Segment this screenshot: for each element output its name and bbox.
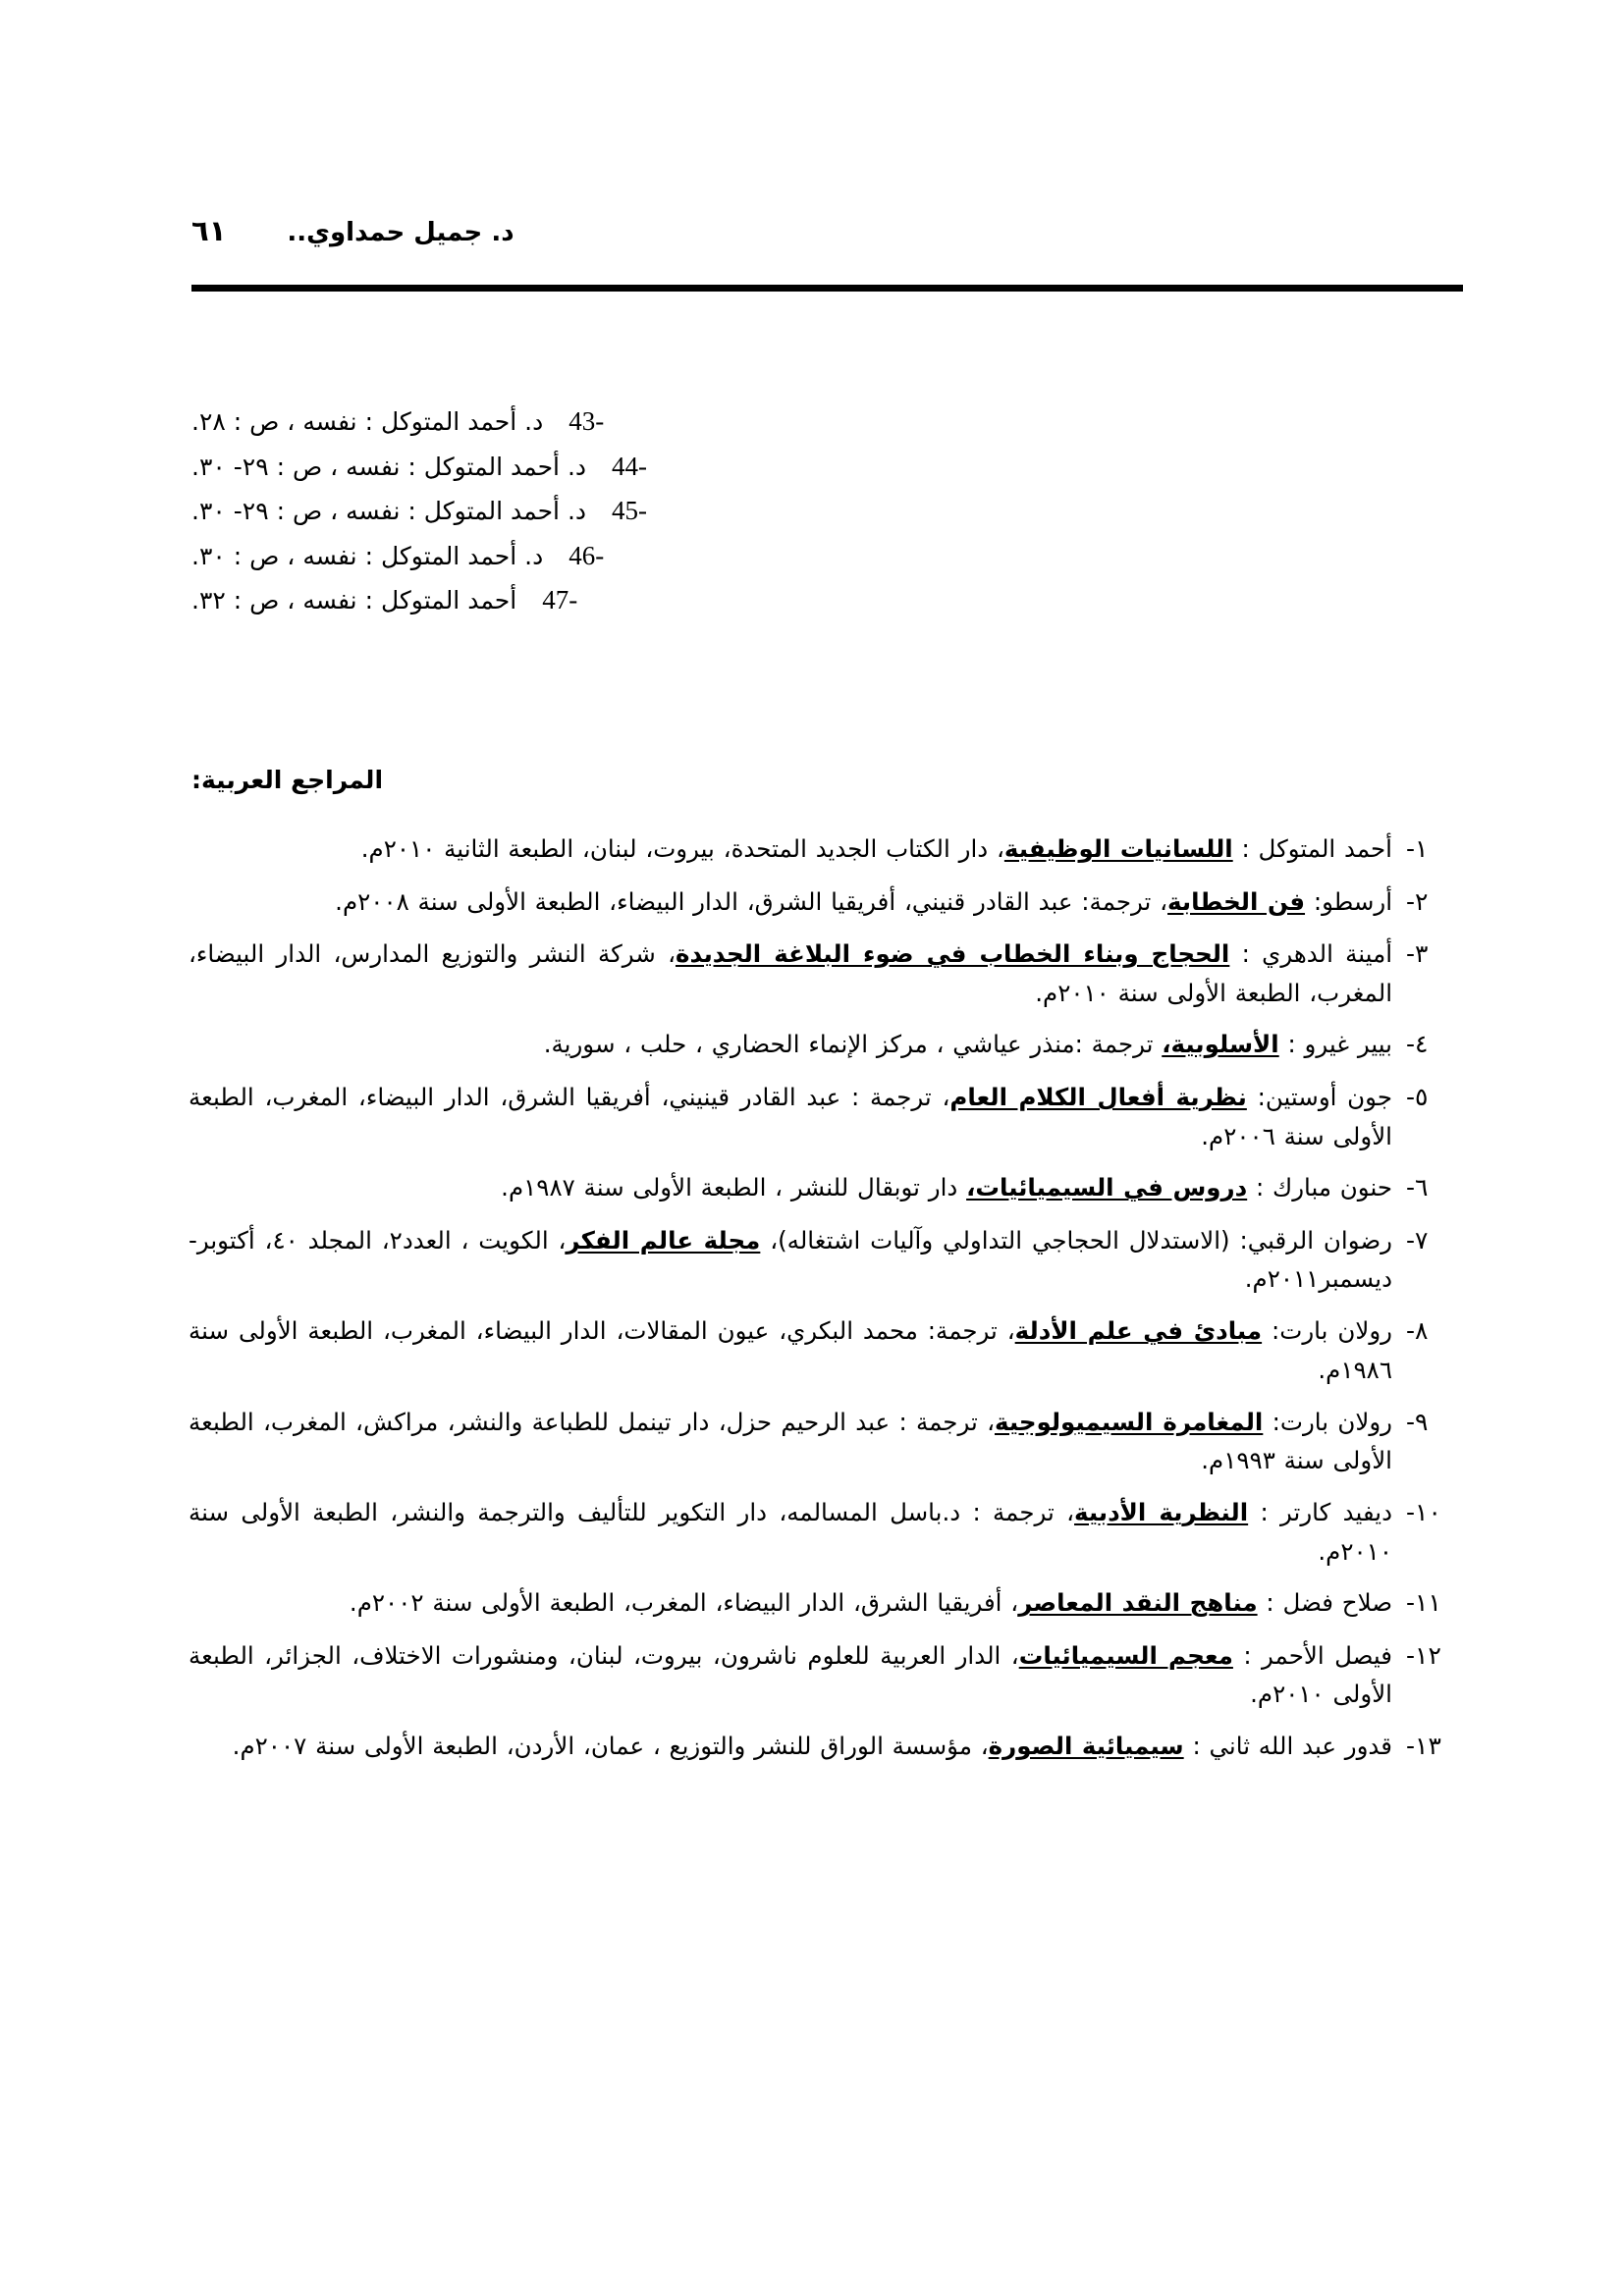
endnote-text: د. أحمد المتوكل : نفسه ، ص : ٢٩- ٣٠. — [191, 452, 587, 481]
reference-entry — [167, 1311, 1463, 1389]
reference-author: رضوان الرقبي: (الاستدلال الحجاجي التداولي وآليات اشتغاله)، — [760, 1225, 1392, 1255]
reference-author: بيير غيرو : — [1278, 1030, 1392, 1059]
endnote-item — [191, 404, 1458, 439]
reference-entry — [167, 1168, 1463, 1208]
references-heading-text: المراجع العربية: — [191, 766, 384, 794]
reference-author: ديفيد كارتر : — [1248, 1497, 1392, 1526]
references-list — [167, 829, 1463, 1780]
endnote-item — [191, 494, 1458, 528]
reference-text — [167, 882, 1406, 922]
reference-publication-info: ، شركة النشر والتوزيع المدارس، الدار البيضاء، المغرب، الطبعة الأولى سنة ٢٠١٠م. — [189, 939, 1392, 1007]
reference-text — [167, 829, 1406, 869]
reference-marker: ٢- — [1406, 886, 1429, 916]
reference-text — [167, 1583, 1406, 1623]
endnote-number: 43- — [568, 406, 605, 436]
reference-publication-info: ، مؤسسة الوراق للنشر والتوزيع ، عمان، الأردن، الطبعة الأولى سنة ٢٠٠٧م. — [232, 1732, 989, 1761]
header-divider-rule — [191, 285, 1463, 292]
reference-text — [167, 1636, 1406, 1714]
reference-publication-info: ، دار الكتاب الجديد المتحدة، بيروت، لبنان، الطبعة الثانية ٢٠١٠م. — [360, 834, 1004, 863]
reference-author: أحمد المتوكل : — [1232, 834, 1392, 863]
reference-title: الأسلوبية، — [1162, 1030, 1279, 1059]
reference-author: حنون مبارك : — [1247, 1173, 1392, 1202]
reference-author: أرسطو: — [1305, 886, 1392, 916]
reference-title: مناهج النقد المعاصر — [1018, 1588, 1258, 1618]
endnote-text: أحمد المتوكل : نفسه ، ص : ٣٢. — [191, 586, 517, 615]
reference-text — [167, 1221, 1406, 1299]
reference-entry — [167, 1403, 1463, 1480]
reference-author: فيصل الأحمر : — [1232, 1640, 1392, 1670]
reference-text — [167, 1727, 1406, 1766]
reference-entry — [167, 1025, 1463, 1065]
reference-marker: ٩- — [1406, 1407, 1429, 1436]
reference-publication-info: ترجمة :منذر عياشي ، مركز الإنماء الحضاري ، حلب ، سورية. — [543, 1030, 1163, 1059]
reference-title: نظرية أفعال الكلام العام — [949, 1082, 1247, 1111]
reference-text — [167, 1403, 1406, 1480]
endnote-text: د. أحمد المتوكل : نفسه ، ص : ٣٠. — [191, 541, 544, 570]
reference-title: معجم السيميائيات — [1018, 1640, 1233, 1670]
reference-entry — [167, 1727, 1463, 1767]
header-author-name: د. جميل حمداوي.. — [287, 218, 514, 247]
reference-title: مبادئ في علم الأدلة — [1014, 1316, 1263, 1346]
reference-marker: ٧- — [1406, 1225, 1429, 1255]
reference-publication-info: ، ترجمة : عبد الرحيم حزل، دار تينمل للطباعة والنشر، مراكش، المغرب، الطبعة الأولى سنة ١٩٩٣م. — [189, 1407, 1392, 1475]
reference-entry — [167, 882, 1463, 923]
reference-marker: ١٢- — [1406, 1640, 1441, 1670]
endnote-item — [191, 450, 1458, 484]
reference-text — [167, 934, 1406, 1012]
reference-author: أمينة الدهري : — [1229, 939, 1393, 968]
reference-marker: ١٣- — [1406, 1732, 1441, 1761]
endnote-number: 47- — [542, 585, 578, 615]
reference-title: فن الخطابة — [1167, 886, 1306, 916]
endnote-text: د. أحمد المتوكل : نفسه ، ص : ٢٨. — [191, 407, 544, 436]
endnote-item — [191, 583, 1458, 617]
reference-entry — [167, 1221, 1463, 1299]
reference-text — [167, 1025, 1406, 1064]
reference-entry — [167, 934, 1463, 1012]
reference-title: مجلة عالم الفكر — [566, 1225, 761, 1255]
reference-author: رولان بارت: — [1262, 1316, 1393, 1346]
reference-title: سيميائية الصورة — [988, 1732, 1184, 1761]
reference-publication-info: ، الكويت ، العدد٢، المجلد ٤٠، أكتوبر- ديسمبر٢٠١١م. — [189, 1225, 1392, 1294]
endnote-text: د. أحمد المتوكل : نفسه ، ص : ٢٩- ٣٠. — [191, 497, 587, 526]
reference-marker: ١- — [1406, 834, 1429, 863]
reference-title: الحجاج وبناء الخطاب في ضوء البلاغة الجديدة — [675, 939, 1230, 968]
reference-author: قدور عبد الله ثاني : — [1183, 1732, 1392, 1761]
reference-marker: ٨- — [1406, 1316, 1429, 1346]
reference-text — [167, 1168, 1406, 1207]
reference-publication-info: دار توبقال للنشر ، الطبعة الأولى سنة ١٩٨٧م. — [501, 1173, 967, 1202]
reference-publication-info: ، الدار العربية للعلوم ناشرون، بيروت، لبنان، ومنشورات الاختلاف، الجزائر، الطبعة الأولى ٢٠١٠م. — [189, 1640, 1392, 1709]
page-number: ٦١ — [191, 214, 227, 247]
reference-publication-info: ، ترجمة : د.باسل المسالمه، دار التكوير للتأليف والترجمة والنشر، الطبعة الأولى سنة ٢٠١٠م. — [189, 1497, 1392, 1566]
reference-publication-info: ، أفريقيا الشرق، الدار البيضاء، المغرب، الطبعة الأولى سنة ٢٠٠٢م. — [349, 1588, 1019, 1618]
reference-entry — [167, 829, 1463, 870]
reference-entry — [167, 1078, 1463, 1155]
reference-author: صلاح فضل : — [1257, 1588, 1392, 1618]
reference-marker: ١٠- — [1406, 1497, 1441, 1526]
running-header — [191, 214, 1463, 283]
endnote-item — [191, 539, 1458, 573]
reference-publication-info: ، ترجمة: محمد البكري، عيون المقالات، الدار البيضاء، المغرب، الطبعة الأولى سنة ١٩٨٦م. — [189, 1316, 1392, 1384]
endnote-number: 46- — [568, 540, 605, 570]
reference-title: اللسانيات الوظيفية — [1003, 834, 1233, 863]
reference-entry — [167, 1636, 1463, 1714]
reference-author: جون أوستين: — [1246, 1082, 1392, 1111]
reference-text — [167, 1311, 1406, 1389]
reference-marker: ٤- — [1406, 1030, 1429, 1059]
reference-title: المغامرة السيميولوجية — [994, 1407, 1264, 1436]
reference-entry — [167, 1583, 1463, 1624]
references-section-heading — [191, 766, 1458, 794]
endnote-number: 44- — [612, 451, 648, 481]
endnote-list — [191, 404, 1458, 628]
endnote-number: 45- — [612, 496, 648, 526]
reference-entry — [167, 1493, 1463, 1571]
reference-text — [167, 1078, 1406, 1155]
reference-text — [167, 1493, 1406, 1571]
reference-author: رولان بارت: — [1263, 1407, 1392, 1436]
reference-title: دروس في السيميائيات، — [966, 1173, 1248, 1202]
reference-title: النظرية الأدبية — [1074, 1497, 1249, 1526]
reference-publication-info: ، ترجمة : عبد القادر قينيني، أفريقيا الشرق، الدار البيضاء، المغرب، الطبعة الأولى سنة ٢٠٠٦م. — [189, 1082, 1392, 1150]
reference-marker: ٥- — [1406, 1082, 1429, 1111]
reference-marker: ٣- — [1406, 939, 1429, 968]
reference-marker: ١١- — [1406, 1588, 1441, 1618]
reference-marker: ٦- — [1406, 1173, 1429, 1202]
reference-publication-info: ، ترجمة: عبد القادر قنيني، أفريقيا الشرق، الدار البيضاء، الطبعة الأولى سنة ٢٠٠٨م. — [335, 886, 1168, 916]
